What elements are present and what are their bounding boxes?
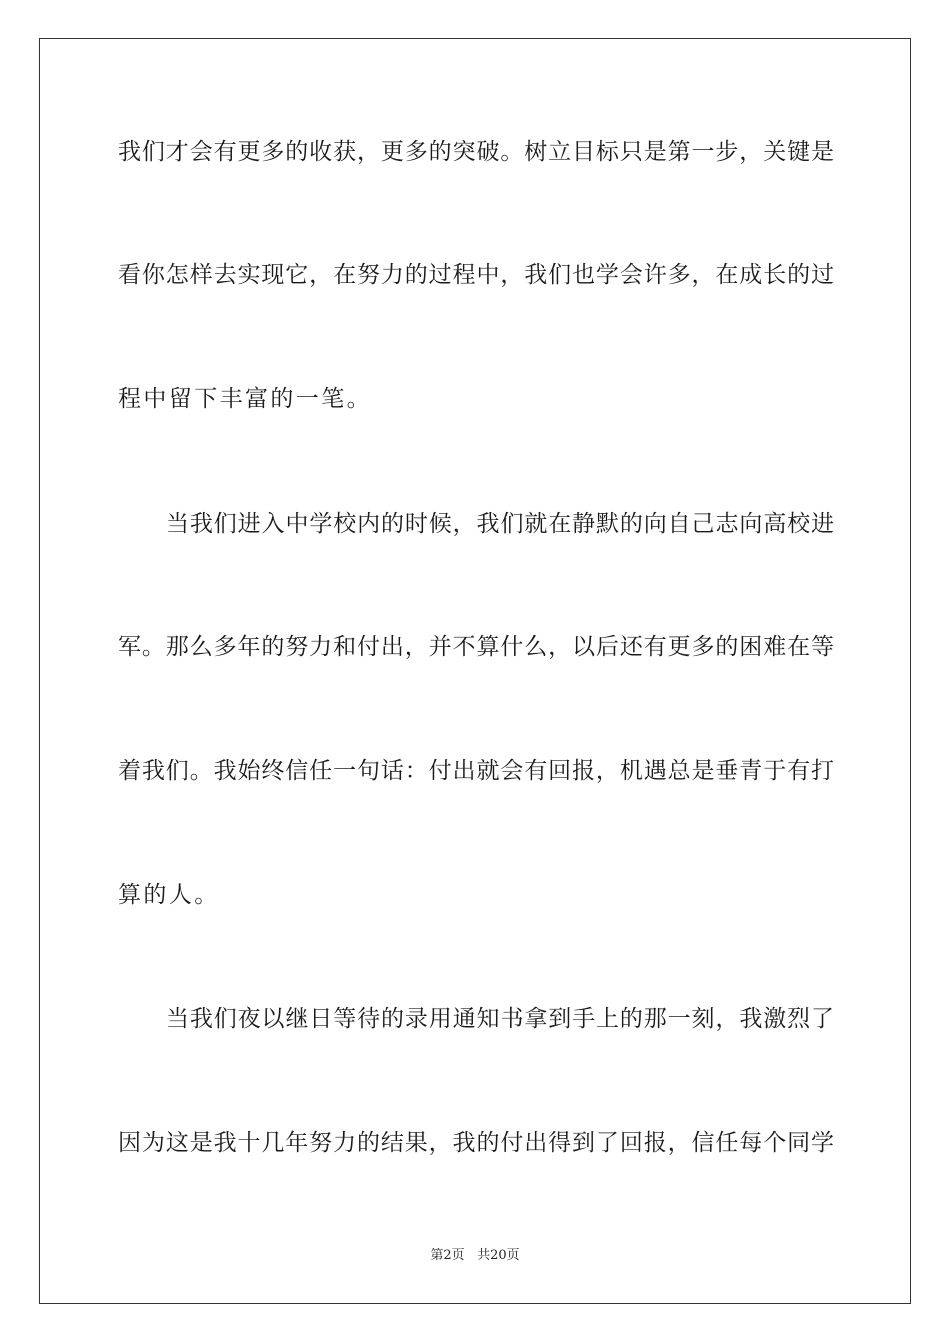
text-line: 程中留下丰富的一笔。 <box>118 386 372 412</box>
page-total: 共20页 <box>477 1248 520 1263</box>
text-line: 看你怎样去实现它，在努力的过程中，我们也学会许多，在成长的过 <box>118 262 834 288</box>
paragraph-start-line: 当我们进入中学校内的时候，我们就在静默的向自己志向高校进 <box>166 511 834 537</box>
page-footer <box>0 1247 950 1265</box>
text-line: 着我们。我始终信任一句话：付出就会有回报，机遇总是垂青于有打 <box>118 758 834 784</box>
text-line: 算的人。 <box>118 882 220 908</box>
text-line: 我们才会有更多的收获，更多的突破。树立目标只是第一步，关键是 <box>118 139 834 165</box>
page-border <box>39 38 911 1304</box>
text-line: 因为这是我十几年努力的结果，我的付出得到了回报，信任每个同学 <box>118 1130 834 1156</box>
paragraph-start-line: 当我们夜以继日等待的录用通知书拿到手上的那一刻，我激烈了 <box>166 1006 834 1032</box>
text-line: 军。那么多年的努力和付出，并不算什么，以后还有更多的困难在等 <box>118 634 834 660</box>
page-number: 第2页 <box>430 1248 465 1263</box>
